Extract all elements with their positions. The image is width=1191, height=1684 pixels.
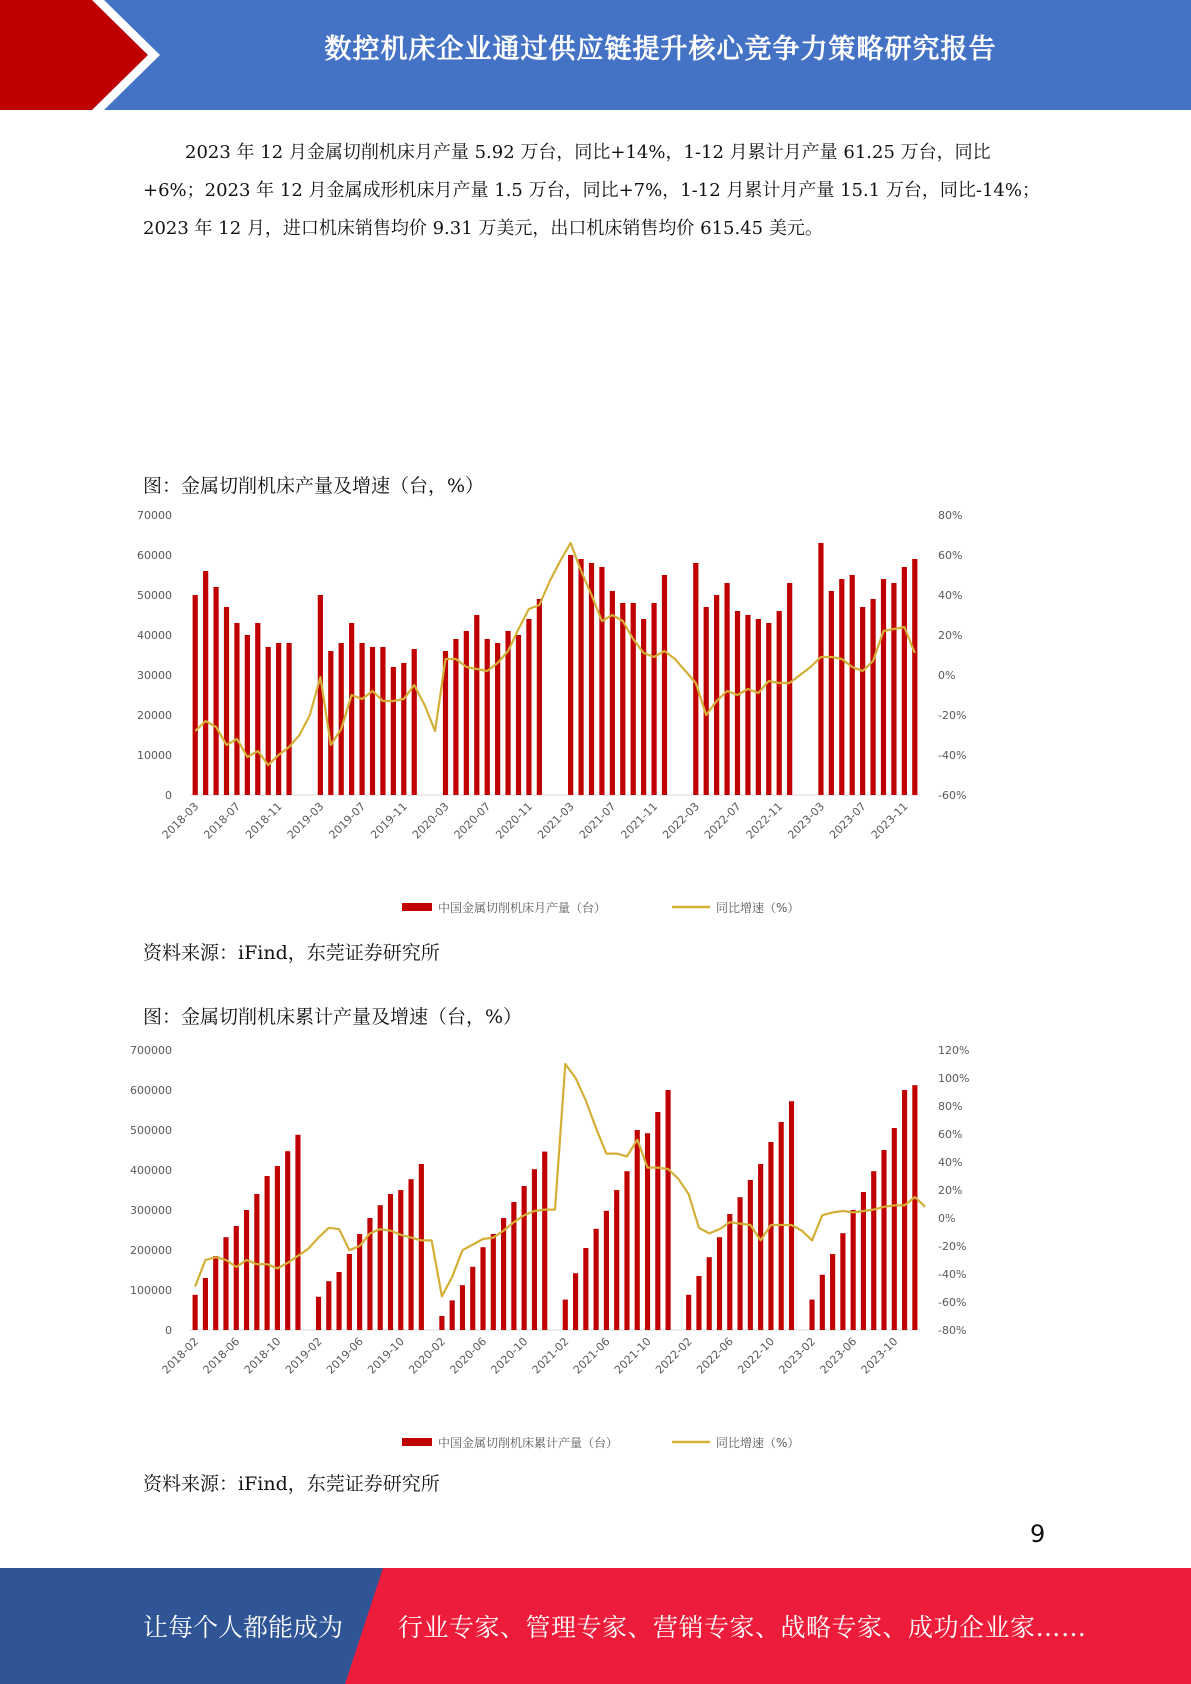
monthly-bar: [328, 651, 333, 795]
cumulative-x-tick-label: 2020-10: [488, 1334, 531, 1377]
monthly-bar: [213, 587, 218, 795]
cumulative-bar: [748, 1180, 753, 1330]
cumulative-bar: [326, 1281, 331, 1330]
cumulative-x-tick-label: 2022-06: [694, 1334, 736, 1377]
monthly-left-tick-label: 40000: [137, 629, 172, 642]
monthly-right-tick-label: 80%: [938, 509, 963, 522]
cumulative-bar: [768, 1142, 773, 1330]
monthly-output-chart: [137, 509, 1050, 930]
monthly-bar: [526, 619, 531, 795]
cumulative-bar: [727, 1214, 732, 1330]
cumulative-bar: [470, 1267, 475, 1330]
body-paragraph: 2023 年 12 月金属切削机床月产量 5.92 万台，同比+14%，1-12 月累计月产量 61.25 万台，同比+6%；2023 年 12 月金属成形机床月产量 1.5 万台，同比+7%，1-12 月累计月产量 15.1 万台，同比-14%；2023 年 12 月，进口机床销售均价 9.31 万美元，出口机床销售均价 615.45 美元。: [143, 142, 1040, 239]
monthly-legend-line-label: 同比增速（%）: [716, 901, 800, 915]
cumulative-x-tick-label: 2020-06: [447, 1334, 490, 1377]
cumulative-right-tick-label: 40%: [938, 1156, 963, 1169]
cumulative-left-tick-label: 100000: [130, 1284, 172, 1297]
figure-source-2: 资料来源：iFind，东莞证券研究所: [143, 1473, 440, 1495]
cumulative-bar: [480, 1247, 485, 1330]
monthly-bar: [891, 583, 896, 795]
cumulative-x-tick-label: 2020-02: [406, 1334, 449, 1377]
monthly-bar: [505, 631, 510, 795]
cumulative-bar: [460, 1285, 465, 1330]
monthly-bar: [631, 603, 636, 795]
cumulative-bar: [881, 1150, 886, 1330]
cumulative-x-tick-label: 2019-10: [365, 1334, 407, 1377]
cumulative-bar: [193, 1295, 198, 1330]
monthly-bar: [286, 643, 291, 795]
footer-slogan-right: 行业专家、管理专家、营销专家、战略专家、成功企业家……: [398, 1613, 1087, 1642]
monthly-x-tick-label: 2021-03: [535, 799, 577, 842]
cumulative-x-tick-label: 2018-06: [200, 1334, 243, 1377]
cumulative-x-tick-label: 2018-02: [159, 1334, 202, 1377]
monthly-x-tick-label: 2018-11: [243, 799, 285, 842]
monthly-bar: [693, 563, 698, 795]
cumulative-bar: [707, 1257, 712, 1330]
monthly-bar: [234, 623, 239, 795]
monthly-left-tick-label: 60000: [137, 549, 172, 562]
cumulative-bar: [378, 1205, 383, 1330]
monthly-x-tick-label: 2020-07: [451, 799, 494, 842]
cumulative-bar: [686, 1295, 691, 1330]
monthly-x-tick-label: 2023-11: [868, 799, 911, 842]
cumulative-bar: [408, 1179, 413, 1330]
cumulative-right-tick-label: -80%: [938, 1324, 967, 1337]
monthly-bar: [818, 543, 823, 795]
cumulative-left-tick-label: 600000: [130, 1084, 172, 1097]
cumulative-bar: [655, 1112, 660, 1330]
monthly-right-tick-label: -20%: [938, 709, 967, 722]
monthly-bar: [412, 649, 417, 795]
monthly-bar: [850, 575, 855, 795]
monthly-right-tick-label: 60%: [938, 549, 963, 562]
cumulative-bar: [388, 1194, 393, 1330]
cumulative-x-tick-label: 2023-02: [776, 1334, 819, 1377]
monthly-x-tick-label: 2022-07: [701, 799, 744, 842]
monthly-bar: [902, 567, 907, 795]
monthly-x-tick-label: 2021-11: [618, 799, 661, 842]
monthly-right-tick-label: -60%: [938, 789, 967, 802]
cumulative-bar: [542, 1152, 547, 1330]
cumulative-bar: [594, 1229, 599, 1330]
cumulative-right-tick-label: 80%: [938, 1100, 963, 1113]
cumulative-bar: [213, 1256, 218, 1330]
monthly-left-tick-label: 0: [165, 789, 172, 802]
monthly-left-tick-label: 50000: [137, 589, 172, 602]
cumulative-right-tick-label: -40%: [938, 1268, 967, 1281]
monthly-bar: [193, 595, 198, 795]
monthly-legend-bar-label: 中国金属切削机床月产量（台）: [438, 901, 607, 915]
monthly-x-tick-label: 2018-03: [159, 799, 202, 842]
cumulative-bar: [337, 1272, 342, 1330]
cumulative-right-tick-label: 120%: [938, 1044, 970, 1057]
cumulative-bar: [450, 1300, 455, 1330]
cumulative-bar: [912, 1085, 917, 1330]
cumulative-left-tick-label: 200000: [130, 1244, 172, 1257]
monthly-x-tick-label: 2020-03: [409, 799, 452, 842]
cumulative-legend-bar-swatch: [402, 1438, 432, 1446]
monthly-bar: [255, 623, 260, 795]
cumulative-bar: [861, 1192, 866, 1330]
cumulative-bar: [275, 1166, 280, 1330]
cumulative-bar: [614, 1190, 619, 1330]
monthly-legend-bar-swatch: [402, 903, 432, 911]
cumulative-right-tick-label: 20%: [938, 1184, 963, 1197]
monthly-bar: [881, 579, 886, 795]
monthly-bar: [380, 647, 385, 795]
monthly-bar: [266, 647, 271, 795]
monthly-bar: [745, 615, 750, 795]
monthly-x-tick-label: 2019-11: [368, 799, 410, 842]
monthly-right-tick-label: 0%: [938, 669, 956, 682]
monthly-x-tick-label: 2021-07: [576, 799, 619, 842]
cumulative-x-tick-label: 2023-06: [817, 1334, 860, 1377]
cumulative-bar: [203, 1278, 208, 1330]
monthly-bar: [485, 639, 490, 795]
monthly-bar: [370, 647, 375, 795]
monthly-bar: [578, 559, 583, 795]
monthly-x-tick-label: 2023-03: [785, 799, 828, 842]
cumulative-bar: [234, 1226, 239, 1330]
cumulative-bar: [738, 1197, 743, 1330]
report-title: 数控机床企业通过供应链提升核心竞争力策略研究报告: [324, 34, 997, 65]
cumulative-bar: [809, 1300, 814, 1330]
cumulative-bar: [820, 1275, 825, 1330]
cumulative-left-tick-label: 400000: [130, 1164, 172, 1177]
cumulative-left-tick-label: 700000: [130, 1044, 172, 1057]
cumulative-bar: [398, 1190, 403, 1330]
cumulative-bar: [532, 1169, 537, 1330]
monthly-bar: [224, 607, 229, 795]
cumulative-right-tick-label: 0%: [938, 1212, 956, 1225]
cumulative-x-tick-label: 2021-10: [611, 1334, 654, 1377]
monthly-bar: [704, 607, 709, 795]
monthly-bar: [787, 583, 792, 795]
cumulative-bar: [223, 1237, 228, 1330]
cumulative-bar: [316, 1297, 321, 1330]
monthly-bar: [391, 667, 396, 795]
monthly-bar: [599, 567, 604, 795]
monthly-bar: [245, 635, 250, 795]
monthly-bar: [860, 607, 865, 795]
monthly-x-tick-label: 2019-07: [326, 799, 369, 842]
cumulative-bar: [347, 1254, 352, 1330]
cumulative-bar: [419, 1164, 424, 1330]
page-number: 9: [1030, 1520, 1046, 1548]
cumulative-legend-bar-label: 中国金属切削机床累计产量（台）: [438, 1436, 619, 1450]
cumulative-bar: [624, 1171, 629, 1330]
cumulative-x-tick-label: 2022-10: [735, 1334, 778, 1377]
monthly-growth-line: [195, 543, 915, 765]
cumulative-bar: [840, 1233, 845, 1330]
cumulative-bar: [491, 1234, 496, 1330]
cumulative-x-tick-label: 2019-06: [324, 1334, 366, 1377]
cumulative-bar: [830, 1254, 835, 1330]
monthly-bar: [724, 583, 729, 795]
cumulative-bar: [285, 1151, 290, 1330]
monthly-left-tick-label: 10000: [137, 749, 172, 762]
monthly-bar: [453, 639, 458, 795]
cumulative-bar: [357, 1234, 362, 1330]
cumulative-x-tick-label: 2018-10: [241, 1334, 284, 1377]
cumulative-bar: [851, 1210, 856, 1330]
monthly-bar: [912, 559, 917, 795]
monthly-bar: [651, 603, 656, 795]
cumulative-bar: [871, 1171, 876, 1330]
cumulative-bar: [635, 1130, 640, 1330]
cumulative-legend-line-label: 同比增速（%）: [716, 1436, 800, 1450]
cumulative-bar: [254, 1194, 259, 1330]
monthly-right-tick-label: -40%: [938, 749, 967, 762]
cumulative-bar: [717, 1237, 722, 1330]
cumulative-right-tick-label: 100%: [938, 1072, 970, 1085]
figure-caption-2: 图：金属切削机床累计产量及增速（台，%）: [143, 1006, 523, 1028]
cumulative-bar: [696, 1276, 701, 1330]
monthly-bar: [474, 615, 479, 795]
monthly-x-tick-label: 2018-07: [201, 799, 244, 842]
cumulative-x-tick-label: 2021-06: [570, 1334, 613, 1377]
monthly-x-tick-label: 2019-03: [284, 799, 327, 842]
monthly-bar: [620, 603, 625, 795]
cumulative-bar: [265, 1176, 270, 1330]
cumulative-bar: [244, 1210, 249, 1330]
monthly-bar: [610, 591, 615, 795]
monthly-bar: [359, 643, 364, 795]
monthly-bar: [495, 643, 500, 795]
cumulative-bar: [583, 1248, 588, 1330]
cumulative-bar: [604, 1211, 609, 1330]
monthly-right-tick-label: 20%: [938, 629, 963, 642]
cumulative-bar: [573, 1273, 578, 1330]
monthly-bar: [777, 611, 782, 795]
monthly-bar: [641, 619, 646, 795]
cumulative-growth-line: [195, 1064, 925, 1296]
cumulative-bar: [563, 1300, 568, 1330]
cumulative-bar: [439, 1316, 444, 1330]
monthly-x-tick-label: 2022-03: [660, 799, 702, 842]
monthly-left-tick-label: 20000: [137, 709, 172, 722]
cumulative-right-tick-label: -60%: [938, 1296, 967, 1309]
monthly-bar: [349, 623, 354, 795]
cumulative-bar: [902, 1090, 907, 1330]
cumulative-right-tick-label: -20%: [938, 1240, 967, 1253]
figure-source-1: 资料来源：iFind，东莞证券研究所: [143, 942, 440, 964]
cumulative-bar: [295, 1135, 300, 1330]
monthly-x-tick-label: 2022-11: [743, 799, 786, 842]
cumulative-x-tick-label: 2022-02: [653, 1334, 695, 1377]
monthly-bar: [203, 571, 208, 795]
cumulative-output-chart: [130, 1044, 1050, 1465]
cumulative-bar: [501, 1218, 506, 1330]
monthly-bar: [568, 555, 573, 795]
monthly-bar: [537, 599, 542, 795]
monthly-right-tick-label: 40%: [938, 589, 963, 602]
cumulative-x-tick-label: 2021-02: [529, 1334, 572, 1377]
monthly-bar: [464, 631, 469, 795]
cumulative-x-tick-label: 2019-02: [282, 1334, 325, 1377]
monthly-bar: [756, 619, 761, 795]
cumulative-right-tick-label: 60%: [938, 1128, 963, 1141]
cumulative-bar: [522, 1186, 527, 1330]
cumulative-bar: [666, 1090, 671, 1330]
monthly-bar: [714, 595, 719, 795]
monthly-bar: [276, 643, 281, 795]
monthly-x-tick-label: 2023-07: [827, 799, 869, 842]
cumulative-bar: [892, 1128, 897, 1330]
monthly-bar: [870, 599, 875, 795]
cumulative-bar: [758, 1164, 763, 1330]
monthly-bar: [735, 611, 740, 795]
cumulative-x-tick-label: 2023-10: [858, 1334, 901, 1377]
figure-caption-1: 图：金属切削机床产量及增速（台，%）: [143, 475, 485, 497]
cumulative-left-tick-label: 500000: [130, 1124, 172, 1137]
monthly-left-tick-label: 70000: [137, 509, 172, 522]
monthly-bar: [516, 635, 521, 795]
monthly-bar: [401, 663, 406, 795]
cumulative-left-tick-label: 300000: [130, 1204, 172, 1217]
monthly-x-tick-label: 2020-11: [493, 799, 536, 842]
monthly-bar: [766, 623, 771, 795]
monthly-bar: [839, 579, 844, 795]
cumulative-left-tick-label: 0: [165, 1324, 172, 1337]
cumulative-bar: [789, 1101, 794, 1330]
monthly-bar: [662, 575, 667, 795]
footer-slogan-left: 让每个人都能成为: [143, 1613, 344, 1642]
monthly-bar: [339, 643, 344, 795]
monthly-bar: [829, 591, 834, 795]
monthly-left-tick-label: 30000: [137, 669, 172, 682]
